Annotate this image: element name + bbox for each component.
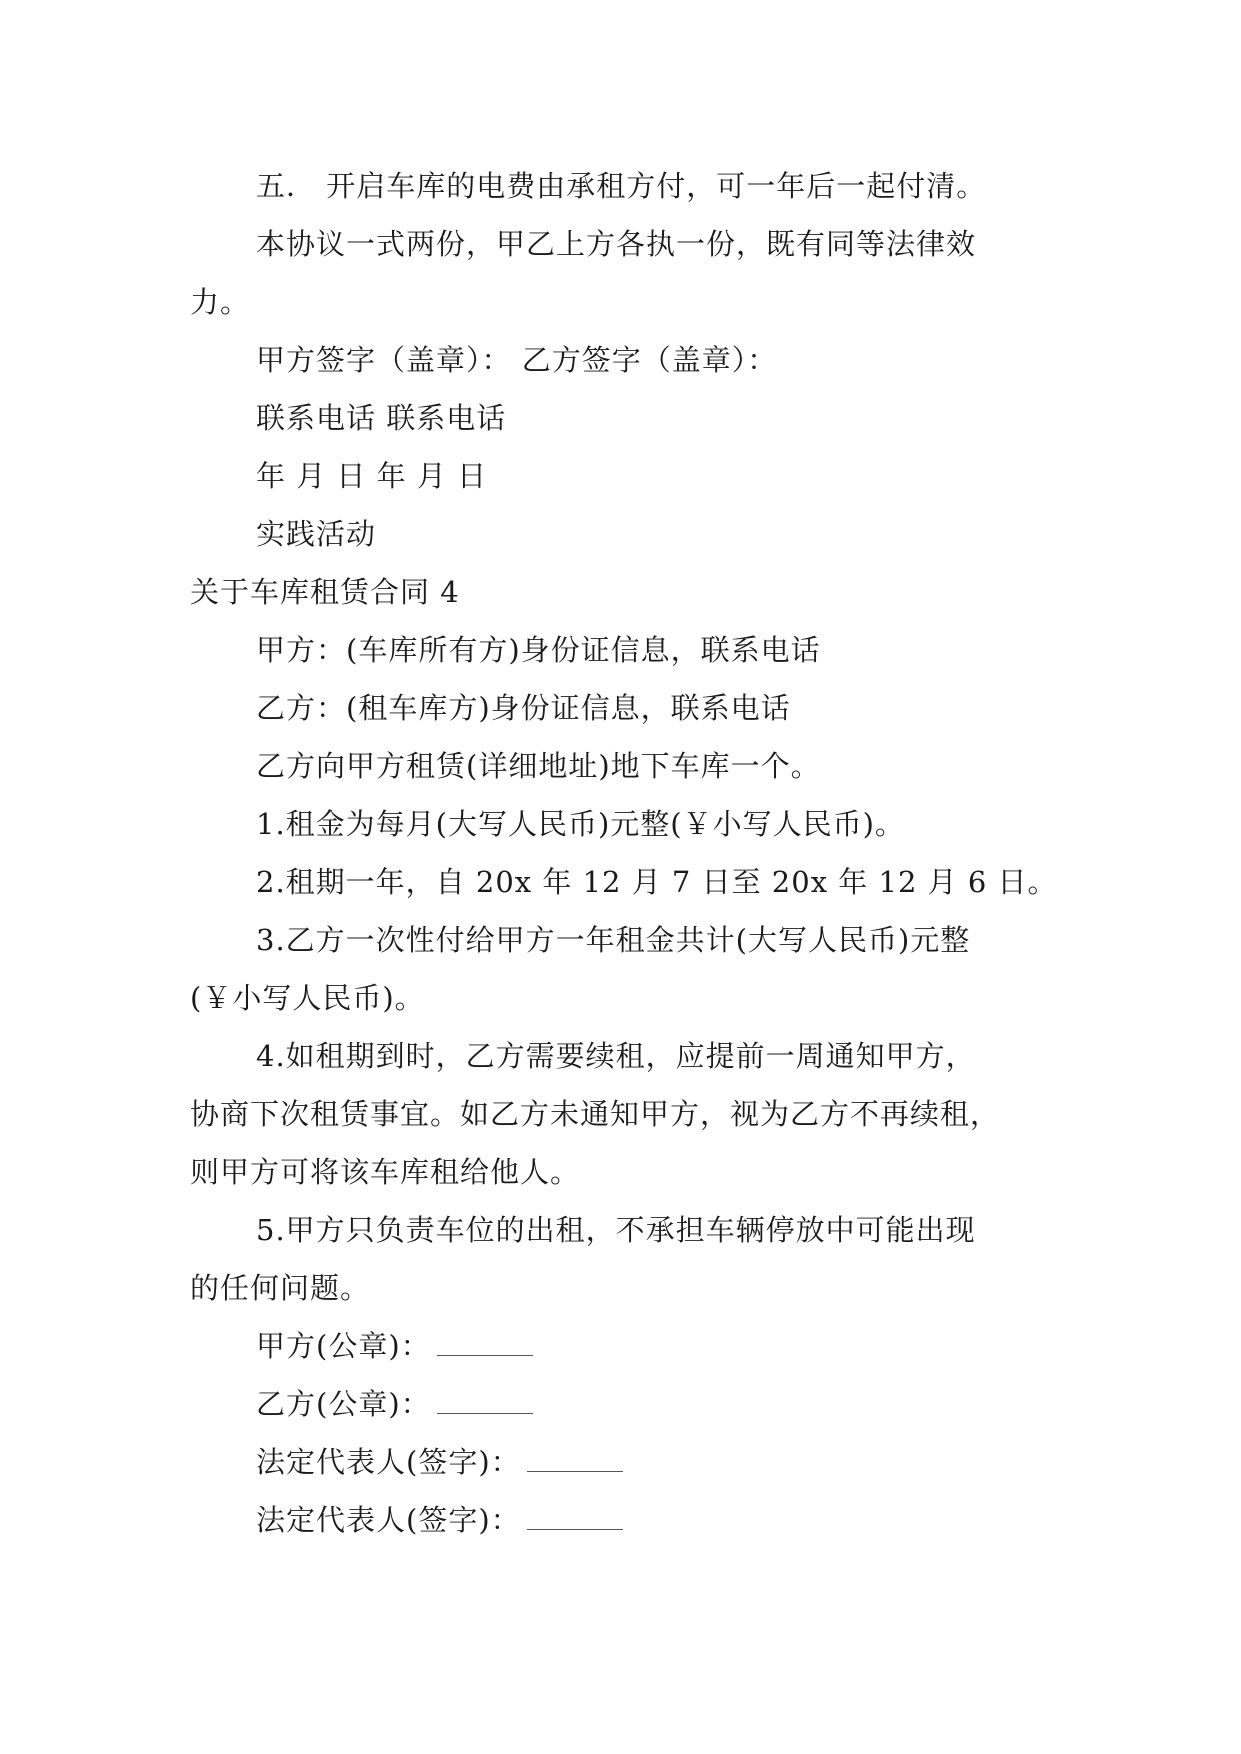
- section-heading: 关于车库租赁合同 4: [190, 575, 460, 609]
- clause-1-rent: 1.租金为每月(大写人民币)元整(￥小写人民币)。: [256, 807, 905, 841]
- party-b-seal-blank: [437, 1389, 533, 1414]
- clause-2-term: 2.租期一年，自 20x 年 12 月 7 日至 20x 年 12 月 6 日。: [256, 865, 1058, 899]
- clause-3-payment-line1: 3.乙方一次性付给甲方一年租金共计(大写人民币)元整: [256, 923, 971, 957]
- clause-5-liability-line2: 的任何问题。: [190, 1271, 371, 1305]
- legal-rep-1-row: [256, 1444, 623, 1480]
- legal-rep-2-row: [256, 1502, 623, 1538]
- clause-4-renewal-line3: 则甲方可将该车库租给他人。: [190, 1155, 581, 1189]
- party-b-seal-row: [256, 1386, 533, 1422]
- legal-rep-2-label: 法定代表人(签字)：: [256, 1503, 521, 1537]
- legal-rep-2-blank: [527, 1505, 623, 1530]
- clause-4-renewal-line1: 4.如租期到时，乙方需要续租，应提前一周通知甲方，: [256, 1039, 976, 1073]
- date-labels: 年 月 日 年 月 日: [256, 459, 488, 493]
- paragraph-electricity: 五． 开启车库的电费由承租方付，可一年后一起付清。: [256, 169, 987, 203]
- party-a-info: 甲方：(车库所有方)身份证信息，联系电话: [256, 633, 821, 667]
- lease-object: 乙方向甲方租赁(详细地址)地下车库一个。: [256, 749, 821, 783]
- party-a-seal-blank: [437, 1331, 533, 1356]
- paragraph-copies-line2: 力。: [190, 285, 251, 319]
- contact-phone-labels: 联系电话 联系电话: [256, 401, 507, 435]
- clause-3-payment-line2: (￥小写人民币)。: [190, 981, 425, 1015]
- party-a-seal-row: [256, 1328, 533, 1364]
- legal-rep-1-blank: [527, 1447, 623, 1472]
- clause-5-liability-line1: 5.甲方只负责车位的出租，不承担车辆停放中可能出现: [256, 1213, 976, 1247]
- party-b-info: 乙方：(租车库方)身份证信息，联系电话: [256, 691, 791, 725]
- legal-rep-1-label: 法定代表人(签字)：: [256, 1445, 521, 1479]
- clause-4-renewal-line2: 协商下次租赁事宜。如乙方未通知甲方，视为乙方不再续租，: [190, 1097, 1001, 1131]
- signature-labels: 甲方签字（盖章）： 乙方签字（盖章）：: [256, 343, 778, 377]
- party-b-seal-label: 乙方(公章)：: [256, 1387, 431, 1421]
- paragraph-copies-line1: 本协议一式两份，甲乙上方各执一份，既有同等法律效: [256, 227, 977, 261]
- practice-activity: 实践活动: [256, 517, 377, 551]
- party-a-seal-label: 甲方(公章)：: [256, 1329, 431, 1363]
